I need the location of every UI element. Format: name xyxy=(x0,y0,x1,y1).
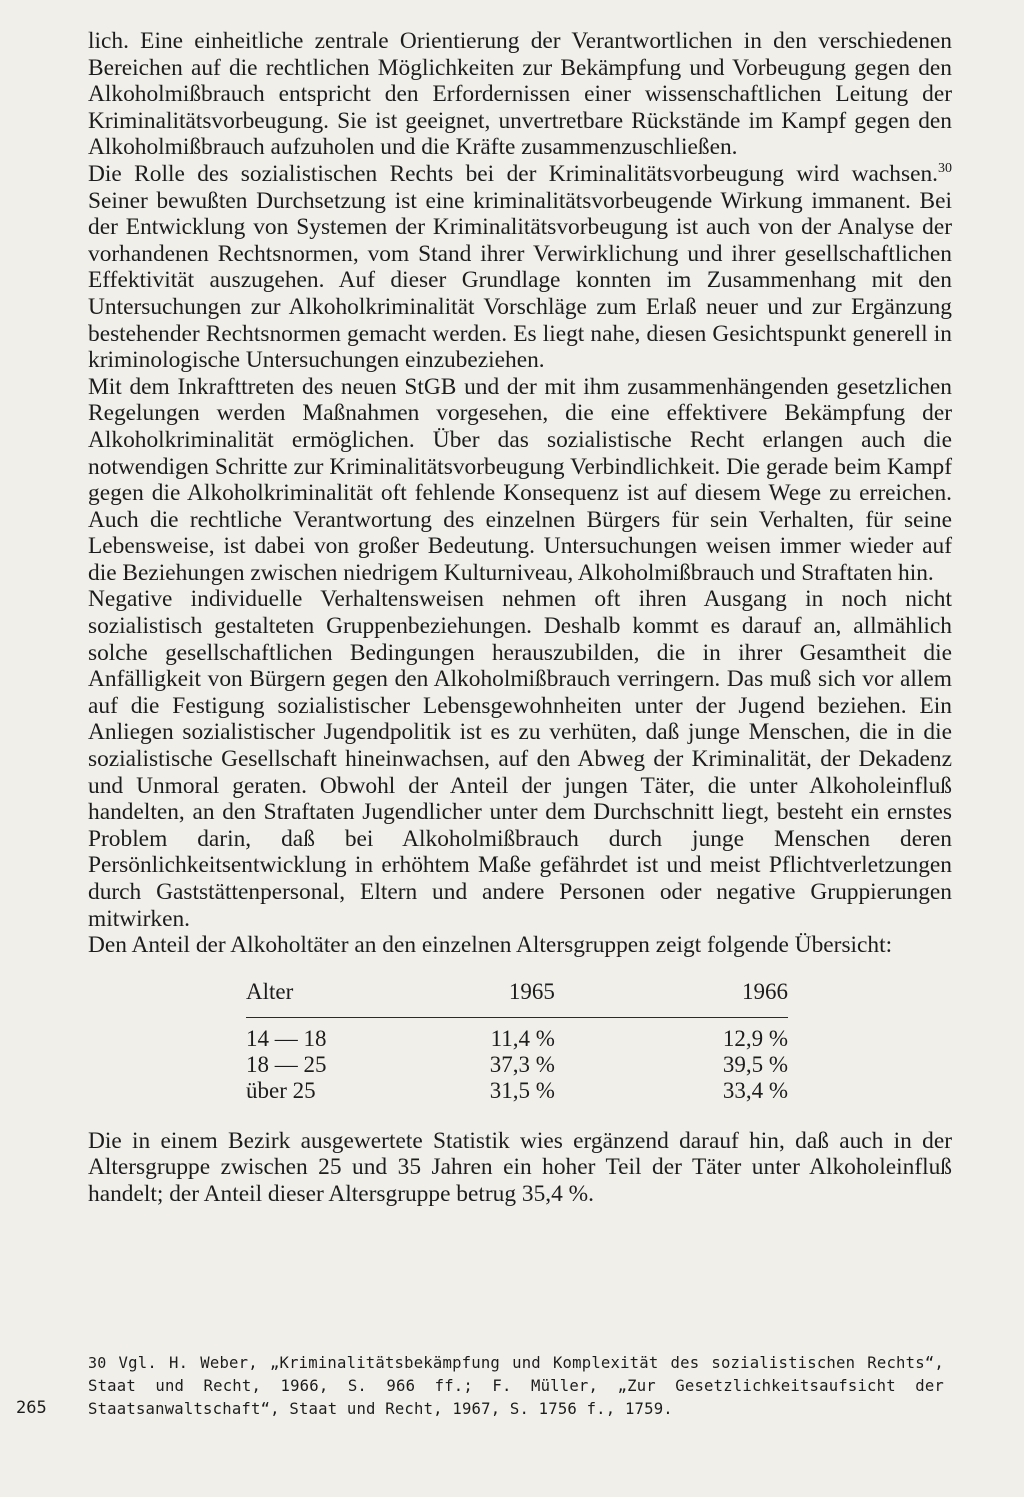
paragraph: Den Anteil der Alkoholtäter an den einzelnen Altersgruppen zeigt folgende Übersicht: xyxy=(88,932,893,959)
table-cell: 14 — 18 xyxy=(246,1025,327,1051)
column-header: Alter xyxy=(246,979,484,1018)
table-row xyxy=(246,1052,788,1078)
table-cell: 31,5 % xyxy=(489,1077,555,1103)
table-cell: 33,4 % xyxy=(722,1077,788,1103)
statistics-table xyxy=(246,979,788,1104)
table-cell: 18 — 25 xyxy=(246,1051,327,1077)
footnote xyxy=(88,1352,944,1421)
footnote-reference: 30 xyxy=(938,160,952,176)
page-number: 265 xyxy=(16,1398,47,1418)
paragraph-text: Die Rolle des sozialistischen Rechts bei der Kriminalitätsvorbeugung wird wachsen. xyxy=(88,160,938,187)
paragraph: Mit dem Inkrafttreten des neuen StGB und der mit ihm zusammenhängenden gesetzlichen Regelungen werden Maßnahmen vorgesehen, die eine effektivere Bekämpfung der Alkoholkriminalität ermöglichen. Über das sozialistische Recht erlangen auch die notwendigen Schritte zur Kriminalitätsvorbeugung Verbindlichkeit. Die gerade beim Kampf gegen die Alkoholkriminalität oft fehlende Konsequenz ist auf diesem Wege zu erreichen. Auch die rechtliche Verantwortung des einzelnen Bürgers für sein Verhalten, für seine Lebensweise, ist dabei von großer Bedeutung. Untersuchungen weisen immer wieder auf die Beziehungen zwischen niedrigem Kulturniveau, Alkoholmißbrauch und Straftaten hin. xyxy=(88,373,952,586)
table-cell: 11,4 % xyxy=(490,1025,555,1051)
page-body xyxy=(88,28,952,1208)
table-cell: über 25 xyxy=(246,1077,316,1103)
paragraph: Negative individuelle Verhaltensweisen nehmen oft ihren Ausgang in noch nicht sozialistisch gestalteten Gruppenbeziehungen. Deshalb kommt es darauf an, allmählich solche gesellschaftlichen Bedingungen herauszubilden, die in ihrer Gesamtheit die Anfälligkeit von Bürgern gegen den Alkoholmißbrauch verringern. Das muß sich vor allem auf die Festigung sozialistischer Lebensgewohnheiten unter der Jugend beziehen. Ein Anliegen sozialistischer Jugendpolitik ist es zu verhüten, daß junge Menschen, die in die sozialistische Gesellschaft hineinwachsen, auf den Abweg der Kriminalität, der Dekadenz und Unmoral geraten. Obwohl der Anteil der jungen Täter, die unter Alkoholeinfluß handelten, an den Straftaten Jugendlicher unter dem Durchschnitt liegt, besteht ein ernstes Problem darin, daß bei Alkoholmißbrauch durch junge Menschen deren Persönlichkeitsentwicklung in erhöhtem Maße gefährdet ist und meist Pflichtverletzungen durch Gaststättenpersonal, Eltern und andere Personen oder negative Gruppierungen mitwirken. xyxy=(88,586,952,932)
table-cell: 39,5 % xyxy=(722,1051,788,1077)
column-header: 1965 xyxy=(484,979,554,1018)
footnote-number: 30 xyxy=(88,1354,107,1372)
column-header: 1966 xyxy=(555,979,788,1018)
age-group-table xyxy=(246,979,788,1104)
paragraph: lich. Eine einheitliche zentrale Orientierung der Verantwortlichen in den verschiedenen Bereichen auf die rechtlichen Möglichkeiten zur Bekämpfung und Vorbeugung gegen den Alkoholmißbrauch entspricht den Erfordernissen einer wissenschaftlichen Leitung der Kriminalitätsvorbeugung. Sie ist geeignet, unvertretbare Rückstände im Kampf gegen den Alkoholmißbrauch aufzuholen und die Kräfte zusammenzuschließen. xyxy=(88,28,952,161)
paragraph-text: Seiner bewußten Durchsetzung ist eine kriminalitätsvorbeugende Wirkung immanent. Bei der Entwicklung von Systemen der Kriminalitätsvorbeugung ist auch von der Analyse der vorhandenen Rechtsnormen, vom Stand ihrer Verwirklichung und ihrer gesellschaftlichen Effektivität auszugehen. Auf dieser Grundlage konnten im Zusammenhang mit den Untersuchungen zur Alkoholkriminalität Vorschläge zum Erlaß neuer und zur Ergänzung bestehender Rechtsnormen gemacht werden. Es liegt nahe, diesen Gesichtspunkt generell in kriminologische Untersuchungen einzubeziehen. xyxy=(88,187,952,374)
footnote-text: Vgl. H. Weber, „Kriminalitätsbekämpfung und Komplexität des sozialistischen Rechts“, Staat und Recht, 1966, S. 966 ff.; F. Müller, „Zur Gesetzlichkeitsaufsicht der Staatsanwaltschaft“, Staat und Recht, 1967, S. 1756 f., 1759. xyxy=(88,1354,944,1418)
paragraph: Die in einem Bezirk ausgewertete Statistik wies ergänzend darauf hin, daß auch in der Altersgruppe zwischen 25 und 35 Jahren ein hoher Teil der Täter unter Alkoholeinfluß handelt; der Anteil dieser Altersgruppe betrug 35,4 %. xyxy=(88,1127,952,1207)
table-row xyxy=(246,1078,788,1104)
table-header-row xyxy=(246,979,788,1018)
table-cell: 12,9 % xyxy=(722,1025,788,1051)
table-row xyxy=(246,1017,788,1052)
paragraph xyxy=(88,161,952,374)
table-cell: 37,3 % xyxy=(489,1051,555,1077)
